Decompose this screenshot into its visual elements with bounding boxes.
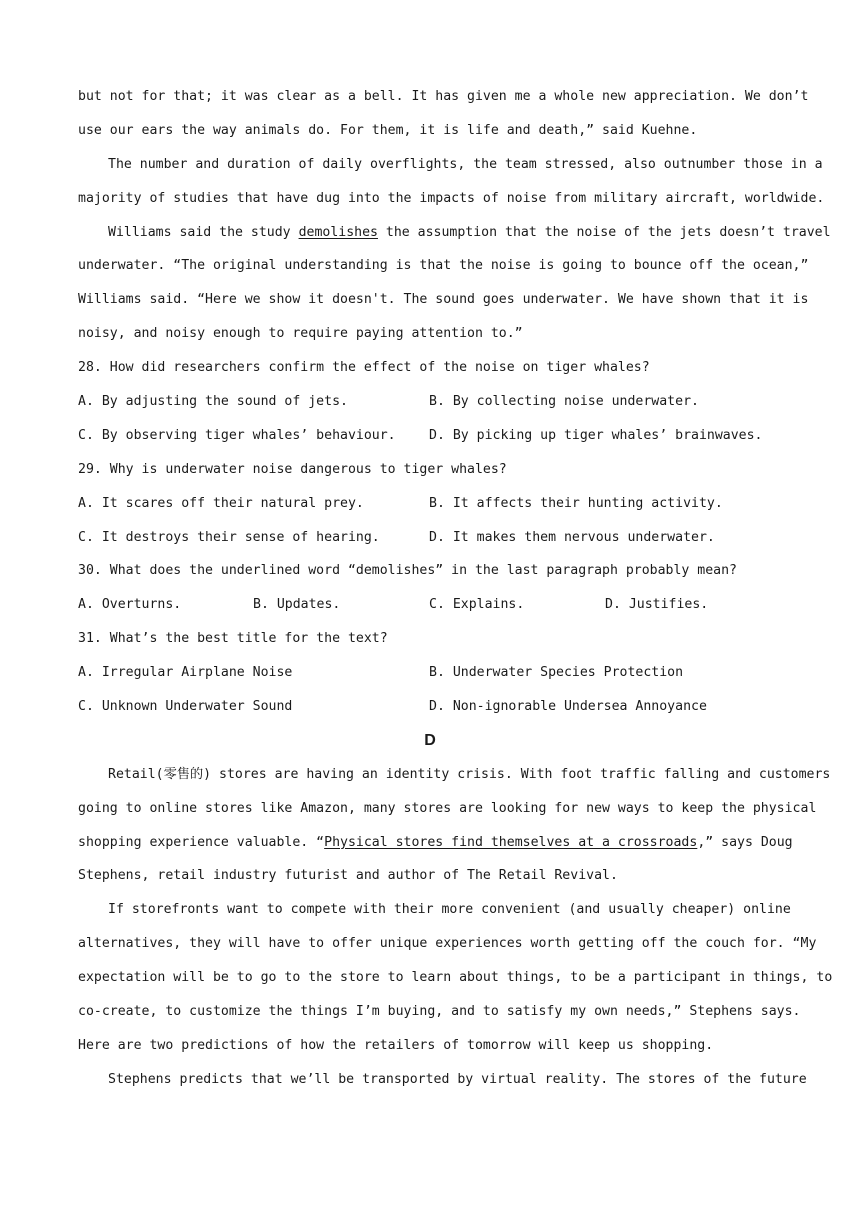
section-d-p2-line4: co-create, to customize the things I’m buying, and to satisfy my own needs,” Stephens says. [78, 1004, 801, 1020]
question-30-option-d[interactable]: D. Justifies. [605, 597, 709, 613]
question-28-option-b[interactable]: B. By collecting noise underwater. [429, 394, 699, 410]
question-30-options-row [78, 588, 782, 622]
question-28-option-a[interactable]: A. By adjusting the sound of jets. [78, 394, 348, 410]
question-28-option-d[interactable]: D. By picking up tiger whales’ brainwaves. [429, 427, 763, 443]
question-31-option-c[interactable]: C. Unknown Underwater Sound [78, 699, 293, 715]
section-d-p1-line3 [78, 826, 793, 860]
underlined-phrase-crossroads: Physical stores find themselves at a crossroads [324, 834, 698, 850]
section-d-p2-line5: Here are two predictions of how the retailers of tomorrow will keep us shopping. [78, 1037, 714, 1053]
question-30-option-a[interactable]: A. Overturns. [78, 597, 182, 613]
question-31-options-row1 [78, 656, 782, 690]
section-d-p1-line2: going to online stores like Amazon, many stores are looking for new ways to keep the physical [78, 800, 817, 816]
passage-c-p2-line1: The number and duration of daily overflights, the team stressed, also outnumber those in a [108, 156, 823, 172]
passage-c-p3-line1-before: Williams said the study [108, 224, 299, 240]
underlined-word-demolishes: demolishes [298, 224, 378, 240]
question-31-option-b[interactable]: B. Underwater Species Protection [429, 665, 684, 681]
section-d-p1-line3-after: ,” says Doug [697, 834, 793, 850]
question-31-stem: 31. What’s the best title for the text? [78, 631, 388, 647]
section-d-p1-line4: Stephens, retail industry futurist and author of The Retail Revival. [78, 868, 618, 884]
question-28-options-row1 [78, 385, 782, 419]
question-29-option-b[interactable]: B. It affects their hunting activity. [429, 495, 723, 511]
question-28-stem: 28. How did researchers confirm the effect of the noise on tiger whales? [78, 360, 650, 376]
section-d-p3-line1: Stephens predicts that we’ll be transported by virtual reality. The stores of the future [108, 1071, 807, 1087]
section-d-p2-line3: expectation will be to go to the store to learn about things, to be a participant in things, to [78, 970, 833, 986]
question-29-stem: 29. Why is underwater noise dangerous to tiger whales? [78, 461, 507, 477]
question-31-option-a[interactable]: A. Irregular Airplane Noise [78, 665, 293, 681]
passage-c-p2-line2: majority of studies that have dug into the impacts of noise from military aircraft, worldwide. [78, 190, 825, 206]
section-d-p1-line3-before: shopping experience valuable. “ [78, 834, 325, 850]
question-30-option-b[interactable]: B. Updates. [253, 597, 341, 613]
passage-c-p1-line1: but not for that; it was clear as a bell. It has given me a whole new appreciation. We don’t [78, 89, 809, 104]
question-30-stem: 30. What does the underlined word “demolishes” in the last paragraph probably mean? [78, 563, 737, 579]
question-29-option-c[interactable]: C. It destroys their sense of hearing. [78, 529, 380, 545]
question-29-options-row1 [78, 487, 782, 521]
question-31-options-row2 [78, 690, 782, 724]
question-31-option-d[interactable]: D. Non-ignorable Undersea Annoyance [429, 699, 707, 715]
question-28-option-c[interactable]: C. By observing tiger whales’ behaviour. [78, 427, 396, 443]
question-29-options-row2 [78, 521, 782, 555]
section-d-heading: D [424, 731, 436, 749]
passage-c-p3-line2: underwater. “The original understanding is that the noise is going to bounce off the ocean,” [78, 258, 809, 274]
passage-c-p3-line4: noisy, and noisy enough to require paying attention to.” [78, 326, 523, 342]
section-d-p2-line2: alternatives, they will have to offer unique experiences worth getting off the couch for. “My [78, 936, 817, 952]
question-30-option-c[interactable]: C. Explains. [429, 597, 525, 613]
passage-c-p3-line1-after: the assumption that the noise of the jets doesn’t travel [377, 224, 831, 240]
section-d-p1-line1: Retail(零售的) stores are having an identity crisis. With foot traffic falling and customers [108, 766, 831, 782]
passage-c-p1-line2: use our ears the way animals do. For them, it is life and death,” said Kuehne. [78, 122, 698, 138]
passage-c-p3-line3: Williams said. “Here we show it doesn't. The sound goes underwater. We have shown that it is [78, 292, 809, 308]
passage-c-p3-line1 [78, 216, 831, 250]
question-28-options-row2 [78, 419, 782, 453]
question-29-option-d[interactable]: D. It makes them nervous underwater. [429, 529, 715, 545]
section-d-p2-line1: If storefronts want to compete with their more convenient (and usually cheaper) online [108, 902, 791, 918]
question-29-option-a[interactable]: A. It scares off their natural prey. [78, 495, 364, 511]
document-page [78, 80, 833, 1097]
